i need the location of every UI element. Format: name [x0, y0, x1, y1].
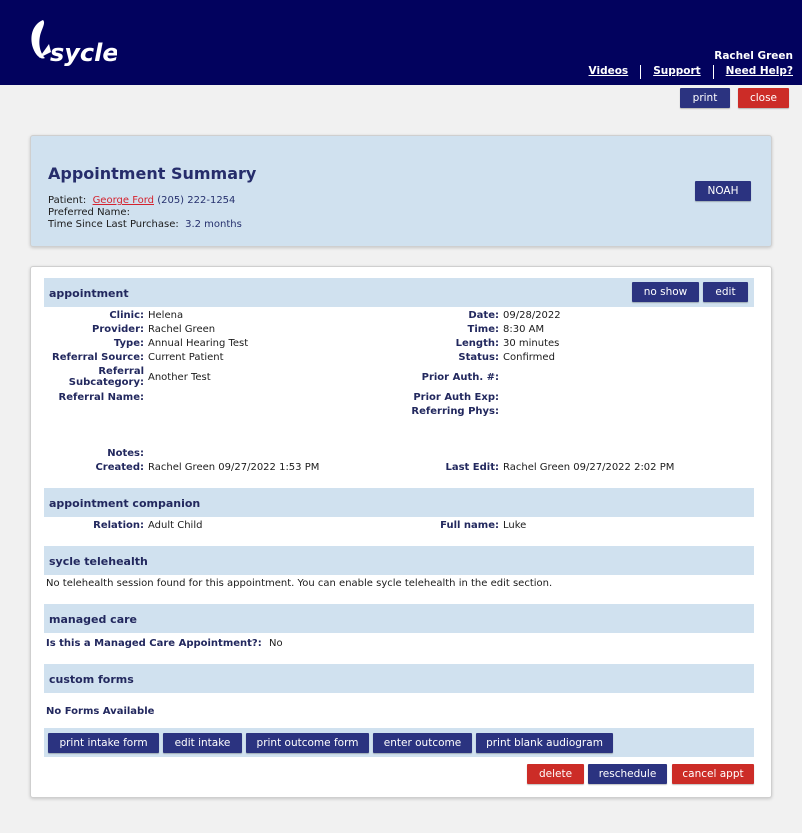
- print-intake-form-button[interactable]: print intake form: [48, 733, 159, 753]
- appointment-summary-card: [30, 135, 772, 247]
- section-title: custom forms: [49, 673, 134, 686]
- companion-section-header: [44, 488, 754, 517]
- managed-care-section-header: [44, 604, 754, 633]
- link-divider: [713, 65, 714, 79]
- status-value: Confirmed: [503, 352, 555, 363]
- section-title: sycle telehealth: [49, 555, 148, 568]
- page-title: Appointment Summary: [48, 164, 257, 183]
- appointment-details-card: [30, 266, 772, 798]
- preferred-name-label: Preferred Name:: [48, 207, 130, 218]
- time-since-value: 3.2 months: [185, 219, 242, 230]
- telehealth-message: No telehealth session found for this appointment. You can enable sycle telehealth in the edit section.: [46, 578, 553, 589]
- patient-phone: (205) 222-1254: [157, 195, 236, 206]
- status-label: Status:: [458, 352, 499, 363]
- cancel-appt-button[interactable]: cancel appt: [672, 764, 754, 784]
- type-value: Annual Hearing Test: [148, 338, 249, 349]
- patient-name-link[interactable]: George Ford: [92, 195, 154, 206]
- referral-subcategory-label-line1: Referral: [98, 366, 144, 377]
- delete-button[interactable]: delete: [527, 764, 584, 784]
- patient-line: [48, 195, 235, 206]
- section-title: appointment: [49, 287, 129, 300]
- enter-outcome-button[interactable]: enter outcome: [373, 733, 472, 753]
- date-label: Date:: [468, 310, 499, 321]
- full-name-label: Full name:: [440, 520, 499, 531]
- relation-label: Relation:: [93, 520, 144, 531]
- edit-intake-button[interactable]: edit intake: [163, 733, 242, 753]
- referral-subcategory-label-line2: Subcategory:: [68, 377, 144, 388]
- last-edit-value: Rachel Green 09/27/2022 2:02 PM: [503, 462, 675, 473]
- custom-forms-section-header: [44, 664, 754, 693]
- created-value: Rachel Green 09/27/2022 1:53 PM: [148, 462, 320, 473]
- last-edit-label: Last Edit:: [445, 462, 499, 473]
- provider-label: Provider:: [92, 324, 144, 335]
- notes-label: Notes:: [107, 448, 144, 459]
- print-outcome-form-button[interactable]: print outcome form: [246, 733, 369, 753]
- referring-phys-label: Referring Phys:: [411, 406, 499, 417]
- support-link[interactable]: Support: [653, 65, 701, 77]
- section-title: managed care: [49, 613, 138, 626]
- time-value: 8:30 AM: [503, 324, 545, 335]
- section-title: appointment companion: [49, 497, 201, 510]
- sycle-logo[interactable]: [27, 14, 117, 70]
- header-links: [589, 65, 793, 79]
- print-button[interactable]: print: [680, 88, 730, 108]
- managed-care-answer: No: [269, 638, 283, 649]
- length-label: Length:: [455, 338, 499, 349]
- relation-value: Adult Child: [148, 520, 203, 531]
- type-label: Type:: [113, 338, 144, 349]
- time-since-line: [48, 219, 242, 230]
- appointment-section-header: [44, 278, 754, 307]
- referral-source-label: Referral Source:: [52, 352, 144, 363]
- referral-source-value: Current Patient: [148, 352, 224, 363]
- telehealth-section-header: [44, 546, 754, 575]
- print-blank-audiogram-button[interactable]: print blank audiogram: [476, 733, 613, 753]
- clinic-value: Helena: [148, 310, 184, 321]
- reschedule-button[interactable]: reschedule: [588, 764, 667, 784]
- noah-button[interactable]: NOAH: [695, 181, 751, 201]
- close-button[interactable]: close: [738, 88, 789, 108]
- time-label: Time:: [467, 324, 499, 335]
- provider-value: Rachel Green: [148, 324, 216, 335]
- created-label: Created:: [95, 462, 144, 473]
- time-since-label: Time Since Last Purchase:: [48, 219, 179, 230]
- clinic-label: Clinic:: [109, 310, 144, 321]
- referral-subcategory-value: Another Test: [148, 372, 211, 383]
- user-name: Rachel Green: [714, 50, 793, 62]
- link-divider: [640, 65, 641, 79]
- videos-link[interactable]: Videos: [588, 65, 629, 77]
- prior-auth-label: Prior Auth. #:: [421, 372, 499, 383]
- full-name-value: Luke: [503, 520, 527, 531]
- sycle-logo-icon: [27, 14, 117, 70]
- managed-care-question: Is this a Managed Care Appointment?:: [46, 638, 262, 649]
- patient-label: Patient:: [48, 195, 87, 206]
- form-actions-bar: [44, 728, 754, 757]
- length-value: 30 minutes: [503, 338, 560, 349]
- referral-name-label: Referral Name:: [58, 392, 144, 403]
- no-forms-message: No Forms Available: [46, 706, 155, 717]
- edit-appointment-button[interactable]: edit: [703, 282, 748, 302]
- no-show-button[interactable]: no show: [632, 282, 699, 302]
- need-help-link[interactable]: Need Help?: [725, 65, 793, 77]
- prior-auth-exp-label: Prior Auth Exp:: [413, 392, 499, 403]
- svg-text:sycle: sycle: [50, 39, 117, 67]
- top-bar: [0, 0, 802, 85]
- date-value: 09/28/2022: [503, 310, 561, 321]
